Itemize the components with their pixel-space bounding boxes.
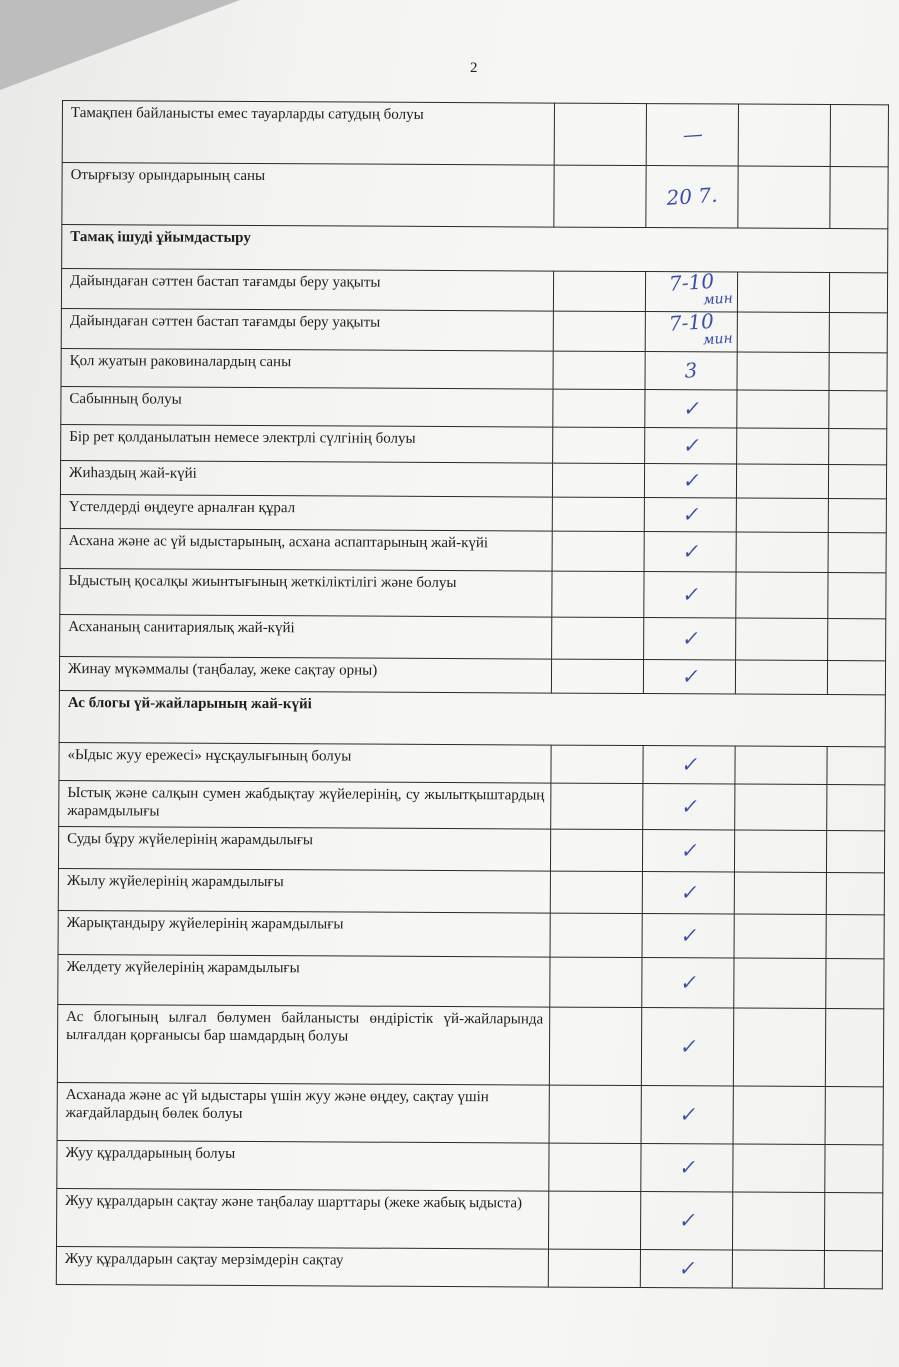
handwritten-mark-cell [644, 618, 736, 660]
empty-cell [830, 167, 888, 229]
empty-cell [733, 1086, 825, 1144]
empty-cell [738, 104, 830, 166]
criterion-text: Тамақпен байланысты емес тауарларды сатудың болуы [62, 101, 554, 166]
empty-cell [825, 1145, 883, 1193]
table-row [61, 308, 887, 352]
empty-cell [828, 573, 886, 619]
criterion-text: Жуу құралдарының болуы [57, 1140, 549, 1191]
empty-cell [830, 105, 888, 167]
criterion-text: Асхананың санитариялық жай-күйі [60, 614, 552, 659]
empty-cell [548, 1191, 640, 1249]
section-heading: Ас блогы үй-жайларының жай-күйі [59, 690, 885, 746]
empty-cell [736, 498, 828, 532]
empty-cell [824, 1251, 882, 1289]
checkmark-icon: ✓ [677, 1255, 696, 1281]
criterion-text: Жуу құралдарын сақтау және таңбалау шарттары (жеке жабық ыдыста) [56, 1188, 548, 1249]
empty-cell [829, 313, 887, 353]
empty-cell [828, 619, 886, 661]
handwritten-mark-cell [644, 572, 736, 618]
table-row [60, 460, 886, 498]
handwritten-mark-cell [642, 914, 734, 958]
handwritten-mark-cell [645, 390, 737, 428]
empty-cell [825, 1087, 883, 1145]
criterion-text: Ыдыстың қосалқы жиынтығының жеткіліктілігі және болуы [60, 568, 552, 617]
empty-cell [826, 959, 884, 1009]
empty-cell [829, 273, 887, 313]
handwritten-mark-cell [646, 166, 738, 228]
checkmark-icon: ✓ [679, 837, 698, 863]
empty-cell [734, 872, 826, 914]
empty-cell [734, 958, 826, 1008]
empty-cell [829, 429, 887, 465]
table-row [61, 269, 887, 313]
criterion-text: Отырғызу орындарының саны [62, 163, 554, 228]
handwritten-unit: мин [702, 290, 734, 309]
empty-cell [549, 1143, 641, 1191]
checkmark-icon: ✓ [678, 922, 698, 948]
criterion-text: Жуу құралдарын сақтау мерзімдерін сақтау [56, 1246, 548, 1287]
empty-cell [548, 1249, 640, 1287]
checkmark-icon: ✓ [681, 467, 700, 493]
criterion-text: Сабынның болуы [61, 386, 553, 427]
criterion-text: Асхана және ас үй ыдыстарының, асхана аспаптарының жай-күйі [60, 528, 552, 571]
checkmark-icon: ✓ [680, 538, 700, 564]
checkmark-icon: ✓ [679, 793, 698, 819]
criterion-text: Ас блогының ылғал бөлумен байланысты өндірістік үй-жайларында ылғалдан қорғанысы бар шамдардың болуы [57, 1004, 549, 1085]
empty-cell [737, 390, 829, 428]
checkmark-icon: ✓ [679, 751, 699, 777]
empty-cell [551, 659, 643, 693]
empty-cell [826, 873, 884, 915]
empty-cell [554, 165, 646, 227]
handwritten-mark-cell [642, 830, 734, 872]
handwritten-mark-cell [645, 352, 737, 390]
section-row [59, 690, 885, 746]
handwritten-mark-cell [642, 872, 734, 914]
criterion-text: Дайындаған сәттен бастап тағамды беру уақыты [61, 308, 553, 351]
empty-cell [824, 1193, 882, 1251]
criterion-text: Бір рет қолданылатын немесе электрлі сүлгінің болуы [61, 424, 553, 463]
table-row [58, 954, 884, 1008]
empty-cell [735, 746, 827, 784]
table-row [60, 614, 886, 660]
empty-cell [826, 831, 884, 873]
empty-cell [827, 785, 885, 831]
handwritten-mark-cell [642, 958, 734, 1008]
empty-cell [552, 617, 644, 659]
table-row [62, 101, 888, 167]
empty-cell [733, 1144, 825, 1192]
empty-cell [553, 427, 645, 463]
empty-cell [551, 745, 643, 783]
criterion-text: Жиһаздың жай-күйі [60, 460, 552, 497]
handwritten-mark-cell [641, 1144, 733, 1192]
table-row [61, 348, 887, 390]
criterion-text: «Ыдыс жуу ережесі» нұсқаулығының болуы [59, 742, 551, 783]
table-row [57, 1082, 883, 1144]
empty-cell [551, 783, 643, 829]
criterion-text: Үстелдерді өңдеуге арналған құрал [60, 494, 552, 531]
empty-cell [553, 389, 645, 427]
empty-cell [550, 913, 642, 957]
handwritten-mark-cell [645, 268, 737, 312]
checkmark-icon: ✓ [677, 1207, 696, 1233]
criterion-text: Желдету жүйелерінің жарамдылығы [58, 954, 550, 1007]
table-row [59, 656, 885, 694]
checkmark-icon: ✓ [681, 432, 700, 458]
empty-cell [550, 957, 642, 1007]
handwritten-value: 7-10 [668, 308, 715, 336]
criterion-text: Дайындаған сәттен бастап тағамды беру уақыты [61, 269, 553, 312]
handwritten-mark-cell [645, 428, 737, 464]
checkmark-icon: ✓ [678, 969, 698, 995]
handwritten-mark-cell [641, 1008, 733, 1086]
section-heading: Тамақ ішуді ұйымдастыру [62, 225, 888, 273]
empty-cell [828, 533, 886, 573]
handwritten-mark-cell [644, 532, 736, 572]
criterion-text: Асханада және ас үй ыдыстары үшін жуу және өңдеу, сақтау үшін жағдайлардың бөлек болуы [57, 1082, 549, 1143]
table-row [58, 910, 884, 958]
table-row [59, 780, 885, 830]
handwritten-value: 3 [683, 357, 699, 383]
empty-cell [736, 572, 828, 618]
handwritten-mark-cell [644, 498, 736, 532]
empty-cell [826, 915, 884, 959]
page-number: 2 [470, 60, 478, 76]
empty-cell [827, 747, 885, 785]
empty-cell [553, 311, 645, 351]
criterion-text: Суды бұру жүйелерінің жарамдылығы [58, 826, 550, 871]
empty-cell [732, 1192, 824, 1250]
empty-cell [550, 871, 642, 913]
empty-cell [737, 312, 829, 352]
checkmark-icon: ✓ [680, 625, 699, 651]
handwritten-mark-cell [643, 746, 735, 784]
checkmark-icon: ✓ [681, 501, 700, 527]
handwritten-mark-cell [640, 1250, 732, 1288]
table-row [60, 528, 886, 572]
empty-cell [549, 1007, 641, 1085]
empty-cell [552, 531, 644, 571]
table-row [61, 424, 887, 464]
empty-cell [554, 103, 646, 165]
handwritten-mark-cell [640, 1192, 732, 1250]
empty-cell [553, 271, 645, 311]
checkmark-icon: ✓ [681, 395, 701, 421]
table-row [61, 386, 887, 428]
table-row [57, 1140, 883, 1192]
empty-cell [737, 272, 829, 312]
handwritten-mark-cell [643, 784, 735, 830]
empty-cell [552, 463, 644, 497]
handwritten-value: 20 7. [665, 182, 719, 210]
table-row [57, 1004, 883, 1086]
empty-cell [734, 914, 826, 958]
table-row [62, 163, 888, 229]
handwritten-mark-cell [646, 104, 738, 166]
handwritten-mark-cell [645, 308, 737, 352]
empty-cell [736, 464, 828, 498]
empty-cell [550, 829, 642, 871]
criterion-text: Жинау мүкәммалы (таңбалау, жеке сақтау орны) [59, 656, 551, 693]
table-row [58, 826, 884, 872]
table-row [56, 1188, 882, 1250]
empty-cell [549, 1085, 641, 1143]
empty-cell [827, 661, 885, 695]
table-row [56, 1246, 882, 1288]
empty-cell [733, 1008, 825, 1086]
empty-cell [552, 571, 644, 617]
table-row [60, 568, 886, 618]
section-row [62, 225, 888, 273]
empty-cell [737, 352, 829, 390]
empty-cell [738, 166, 830, 228]
handwritten-value: — [681, 121, 704, 147]
criterion-text: Жарықтандыру жүйелерінің жарамдылығы [58, 910, 550, 957]
empty-cell [825, 1009, 883, 1087]
handwritten-value: 7-10 [668, 268, 715, 296]
checkmark-icon: ✓ [678, 1033, 697, 1059]
empty-cell [552, 497, 644, 531]
empty-cell [737, 428, 829, 464]
handwritten-unit: мин [702, 330, 734, 349]
checkmark-icon: ✓ [678, 1101, 697, 1127]
empty-cell [828, 465, 886, 499]
empty-cell [732, 1250, 824, 1288]
criterion-text: Жылу жүйелерінің жарамдылығы [58, 868, 550, 913]
page-corner-shadow [0, 0, 240, 90]
table-row [58, 868, 884, 914]
checkmark-icon: ✓ [679, 879, 698, 905]
checkmark-icon: ✓ [680, 581, 700, 607]
empty-cell [736, 618, 828, 660]
handwritten-mark-cell [644, 464, 736, 498]
empty-cell [734, 830, 826, 872]
table-row [59, 742, 885, 784]
empty-cell [828, 499, 886, 533]
empty-cell [829, 353, 887, 391]
table-row [60, 494, 886, 532]
handwritten-mark-cell [641, 1086, 733, 1144]
handwritten-mark-cell [643, 660, 735, 694]
criterion-text: Қол жуатын раковиналардың саны [61, 348, 553, 389]
checkmark-icon: ✓ [677, 1154, 697, 1180]
empty-cell [829, 391, 887, 429]
checkmark-icon: ✓ [680, 663, 699, 689]
empty-cell [736, 532, 828, 572]
empty-cell [553, 351, 645, 389]
empty-cell [735, 660, 827, 694]
checklist-table [56, 100, 889, 1289]
criterion-text: Ыстық және салқын сумен жабдықтау жүйелерінің, су жылытқыштардың жарамдылығы [59, 780, 551, 829]
empty-cell [735, 784, 827, 830]
